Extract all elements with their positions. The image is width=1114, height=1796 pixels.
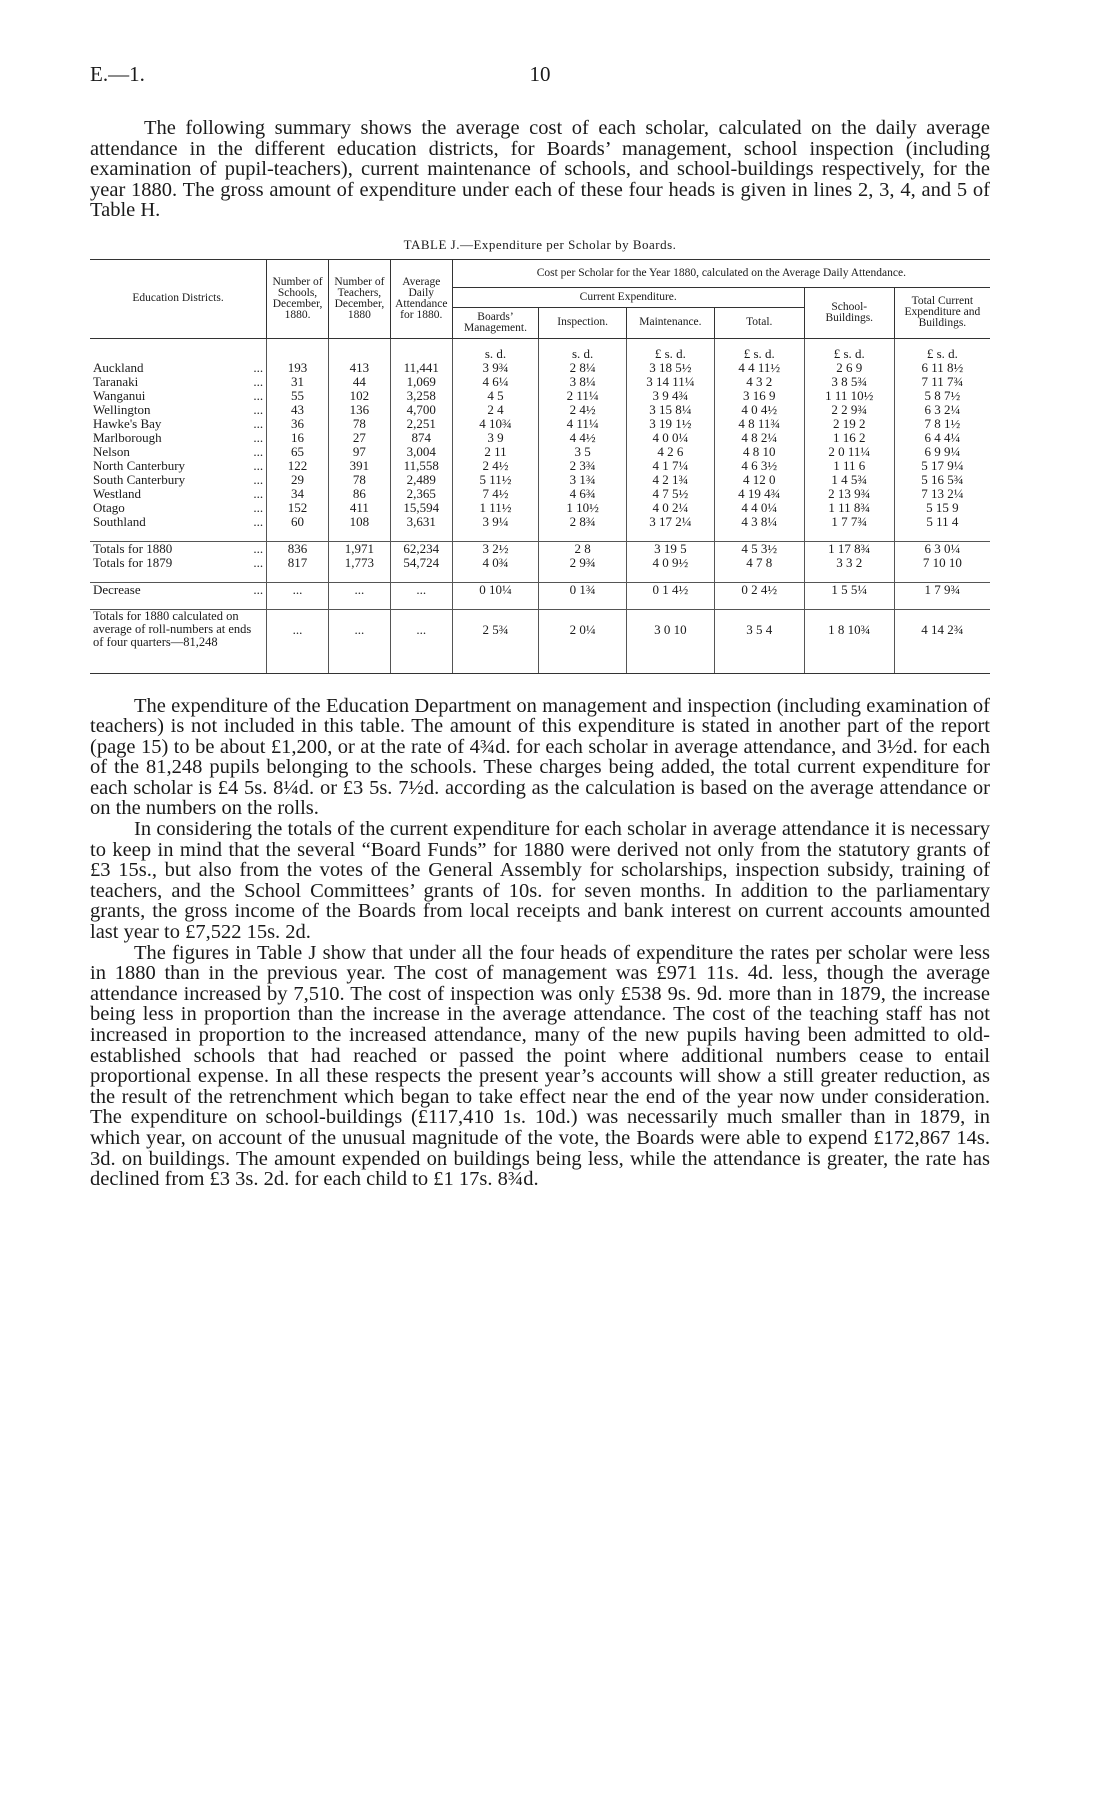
table-cell: 3 2½ xyxy=(452,541,539,556)
row-label: Marlborough xyxy=(93,429,162,445)
table-cell: 3 15 8¼ xyxy=(627,403,715,417)
table-cell: ... xyxy=(328,582,390,597)
table-cell: 54,724 xyxy=(390,556,452,570)
table-row xyxy=(90,361,990,375)
table-cell: 6 3 2¼ xyxy=(894,403,990,417)
leader-dots: ... xyxy=(253,581,264,597)
table-cell: ... xyxy=(390,609,452,649)
table-cell: 4 8 2¼ xyxy=(714,431,804,445)
table-cell: 836 xyxy=(267,541,329,556)
district-name xyxy=(90,431,267,445)
table-cell: 2,365 xyxy=(390,487,452,501)
district-name xyxy=(90,459,267,473)
table-cell: 4 10¾ xyxy=(452,417,539,431)
table-cell: 2,489 xyxy=(390,473,452,487)
district-name xyxy=(90,541,267,556)
table-cell: 2 6 9 xyxy=(804,361,894,375)
table-cell: 7 13 2¼ xyxy=(894,487,990,501)
district-name xyxy=(90,487,267,501)
table-cell: 1 11½ xyxy=(452,501,539,515)
table-cell: 1 11 8¾ xyxy=(804,501,894,515)
table-cell: 1 5 5¼ xyxy=(804,582,894,597)
leader-dots: ... xyxy=(253,373,264,389)
table-cell: 102 xyxy=(328,389,390,403)
col-districts: Education Districts. xyxy=(90,259,267,338)
paragraph: The figures in Table J show that under all the four heads of expenditure the rates per scholar were less in 1880 than in the previous year. The cost of management was £971 11s. 4d. less, though the average attendance increased by 7,510. The cost of inspection was only £538 9s. 9d. more than in 1879, the increase being less in proportion than the increase in the average attendance. The cost of the teaching staff has not increased in proportion to the increased attendance, many of the new pupils having been admitted to old-established schools that had reached or passed the point where additional numbers cease to entail proportional expense. In all these respects the present year’s accounts will show a still greater reduction, as the result of the retrenchment which began to take effect near the end of the year now under consideration. The expenditure on school-buildings (£117,410 1s. 10d.) was necessarily much smaller than in 1879, in which year, on account of the unusual magnitude of the vote, the Boards were able to expend £172,867 14s. 3d. on buildings. The amount expended on buildings being less, while the attendance is greater, the rate has declined from £3 3s. 2d. for each child to £1 17s. 8¾d. xyxy=(90,941,990,1191)
table-cell: 7 4½ xyxy=(452,487,539,501)
col-buildings: School-Buildings. xyxy=(804,287,894,338)
district-name xyxy=(90,375,267,389)
unit-cell: £ s. d. xyxy=(894,338,990,361)
district-name xyxy=(90,473,267,487)
table-cell: 1,069 xyxy=(390,375,452,389)
table-row xyxy=(90,389,990,403)
table-cell: 152 xyxy=(267,501,329,515)
col-boards: Boards’ Management. xyxy=(452,307,539,338)
row-label: Otago xyxy=(93,499,125,515)
leader-dots: ... xyxy=(253,457,264,473)
col-cost-group: Cost per Scholar for the Year 1880, calculated on the Average Daily Attendance. xyxy=(452,259,990,287)
table-row xyxy=(90,515,990,529)
table-cell: 3,004 xyxy=(390,445,452,459)
row-label: Totals for 1880 xyxy=(93,540,173,556)
table-cell: 3 8 5¾ xyxy=(804,375,894,389)
table-cell: 4 8 10 xyxy=(714,445,804,459)
table-cell: 1,773 xyxy=(328,556,390,570)
leader-dots: ... xyxy=(253,443,264,459)
leader-dots: ... xyxy=(253,401,264,417)
leader-dots: ... xyxy=(253,513,264,529)
col-maintenance: Maintenance. xyxy=(627,307,715,338)
row-label: Westland xyxy=(93,485,142,501)
table-cell: 3 5 4 xyxy=(714,609,804,649)
table-cell: 5 15 9 xyxy=(894,501,990,515)
table-cell: 4 4 11½ xyxy=(714,361,804,375)
table-cell: 4 7 5½ xyxy=(627,487,715,501)
table-cell: 3 9 xyxy=(452,431,539,445)
table-cell: 136 xyxy=(328,403,390,417)
table-cell: 34 xyxy=(267,487,329,501)
table-cell: 1 7 7¾ xyxy=(804,515,894,529)
table-cell: 3 3 2 xyxy=(804,556,894,570)
row-label: Decrease xyxy=(93,581,141,597)
table-cell: 0 2 4½ xyxy=(714,582,804,597)
table-cell: 55 xyxy=(267,389,329,403)
row-label: Nelson xyxy=(93,443,130,459)
table-cell: 817 xyxy=(267,556,329,570)
row-label: Taranaki xyxy=(93,373,139,389)
table-cell: 1 17 8¾ xyxy=(804,541,894,556)
page-header xyxy=(90,62,990,92)
table-cell: 2 5¾ xyxy=(452,609,539,649)
table-cell: 0 1 4½ xyxy=(627,582,715,597)
table-cell: 3 19 1½ xyxy=(627,417,715,431)
table-cell: 2 4½ xyxy=(539,403,627,417)
district-name xyxy=(90,417,267,431)
district-name xyxy=(90,582,267,597)
spacer-row xyxy=(90,529,990,542)
decrease-row xyxy=(90,582,990,597)
table-row xyxy=(90,445,990,459)
row-label: Southland xyxy=(93,513,146,529)
table-cell: 0 10¼ xyxy=(452,582,539,597)
col-schools: Number of Schools, December, 1880. xyxy=(267,259,329,338)
table-cell: 0 1¾ xyxy=(539,582,627,597)
table-cell: 3,258 xyxy=(390,389,452,403)
table-cell: 7 10 10 xyxy=(894,556,990,570)
leader-dots: ... xyxy=(253,429,264,445)
table-cell: 391 xyxy=(328,459,390,473)
table-cell: 2 8¼ xyxy=(539,361,627,375)
table-cell: 5 11 4 xyxy=(894,515,990,529)
col-teachers: Number of Teachers, December, 1880 xyxy=(328,259,390,338)
row-label: South Canterbury xyxy=(93,471,186,487)
table-cell: 2 8 xyxy=(539,541,627,556)
table-cell: 3 1¾ xyxy=(539,473,627,487)
table-cell: 3 16 9 xyxy=(714,389,804,403)
table-cell: 4 12 0 xyxy=(714,473,804,487)
table-cell: 1 16 2 xyxy=(804,431,894,445)
table-cell: 6 9 9¼ xyxy=(894,445,990,459)
district-rows xyxy=(90,361,990,529)
table-cell: 2 0¼ xyxy=(539,609,627,649)
units-row xyxy=(90,338,990,361)
table-cell: 4 5 3½ xyxy=(714,541,804,556)
table-cell: 4 11¼ xyxy=(539,417,627,431)
table-cell: 413 xyxy=(328,361,390,375)
col-total: Total. xyxy=(714,307,804,338)
table-cell: 36 xyxy=(267,417,329,431)
table-cell: 1 10½ xyxy=(539,501,627,515)
table-cell: 2 11 xyxy=(452,445,539,459)
table-cell: 2 4½ xyxy=(452,459,539,473)
district-name xyxy=(90,389,267,403)
row-label: Totals for 1880 calculated on average of roll-numbers at ends of four quarters—81,248 xyxy=(93,608,252,649)
table-cell: 3,631 xyxy=(390,515,452,529)
leader-dots: ... xyxy=(253,485,264,501)
table-cell: 4 0 9½ xyxy=(627,556,715,570)
table-cell: 108 xyxy=(328,515,390,529)
table-cell: 3 9¼ xyxy=(452,515,539,529)
table-cell: 60 xyxy=(267,515,329,529)
col-current-group: Current Expenditure. xyxy=(452,287,804,307)
district-name xyxy=(90,403,267,417)
paragraph: In considering the totals of the current expenditure for each scholar in average attendance it is necessary to keep in mind that the several “Board Funds” for 1880 were derived not only from the statutory grants of £3 15s., but also from the votes of the General Assembly for scholarships, inspection subsidy, training of teachers, and the School Committees’ grants of 10s. for seven months. In addition to the parliamentary grants, the gross income of the Boards from local receipts and bank interest on current accounts amounted last year to £7,522 15s. 2d. xyxy=(90,818,990,944)
row-label: Wellington xyxy=(93,401,151,417)
unit-cell: £ s. d. xyxy=(714,338,804,361)
table-cell: 2 19 2 xyxy=(804,417,894,431)
row-label: Wanganui xyxy=(93,387,146,403)
table-cell: 2 8¾ xyxy=(539,515,627,529)
table-cell: 3 9¾ xyxy=(452,361,539,375)
table-cell: 4 3 2 xyxy=(714,375,804,389)
table-cell: 4,700 xyxy=(390,403,452,417)
table-row xyxy=(90,487,990,501)
table-cell: 4 6¼ xyxy=(452,375,539,389)
leader-dots: ... xyxy=(253,471,264,487)
table-row xyxy=(90,417,990,431)
roll-numbers-row xyxy=(90,609,990,649)
report-reference: E.—1. xyxy=(90,62,145,86)
row-label: Auckland xyxy=(93,359,144,375)
table-cell: 4 0 2¼ xyxy=(627,501,715,515)
unit-cell: s. d. xyxy=(539,338,627,361)
table-cell: 4 6¾ xyxy=(539,487,627,501)
table-cell: 874 xyxy=(390,431,452,445)
table-row xyxy=(90,473,990,487)
table-cell: 11,558 xyxy=(390,459,452,473)
table-cell: 15,594 xyxy=(390,501,452,515)
district-name xyxy=(90,556,267,570)
table-cell: 4 8 11¾ xyxy=(714,417,804,431)
table-cell: 4 0¾ xyxy=(452,556,539,570)
table-caption: TABLE J.—Expenditure per Scholar by Boards. xyxy=(403,236,677,252)
table-cell: 4 4 0¼ xyxy=(714,501,804,515)
table-cell: 62,234 xyxy=(390,541,452,556)
table-cell: 2,251 xyxy=(390,417,452,431)
table-cell: 2 2 9¾ xyxy=(804,403,894,417)
table-cell: ... xyxy=(267,609,329,649)
district-name xyxy=(90,609,267,649)
district-name xyxy=(90,445,267,459)
table-cell: 29 xyxy=(267,473,329,487)
table-cell: ... xyxy=(328,609,390,649)
table-row xyxy=(90,459,990,473)
table-cell: 193 xyxy=(267,361,329,375)
table-cell: 4 2 1¾ xyxy=(627,473,715,487)
table-cell: 97 xyxy=(328,445,390,459)
table-cell: 1 7 9¾ xyxy=(894,582,990,597)
table-cell: 1 11 6 xyxy=(804,459,894,473)
col-inspection: Inspection. xyxy=(539,307,627,338)
spacer-row xyxy=(90,570,990,583)
table-cell: 4 3 8¼ xyxy=(714,515,804,529)
table-cell: 4 14 2¾ xyxy=(894,609,990,649)
leader-dots: ... xyxy=(253,499,264,515)
table-cell: 3 18 5½ xyxy=(627,361,715,375)
leader-dots: ... xyxy=(253,415,264,431)
unit-cell: £ s. d. xyxy=(804,338,894,361)
totals-rows xyxy=(90,529,990,674)
table-cell: 4 0 0¼ xyxy=(627,431,715,445)
table-cell: 44 xyxy=(328,375,390,389)
district-name xyxy=(90,361,267,375)
spacer-row xyxy=(90,597,990,610)
table-cell: 1 4 5¾ xyxy=(804,473,894,487)
table-cell: 4 5 xyxy=(452,389,539,403)
table-cell: 4 6 3½ xyxy=(714,459,804,473)
page-number: 10 xyxy=(529,62,551,86)
table-cell: 7 11 7¾ xyxy=(894,375,990,389)
table-cell: ... xyxy=(390,582,452,597)
table-cell: ... xyxy=(267,582,329,597)
totals-row xyxy=(90,556,990,570)
leader-dots: ... xyxy=(253,554,264,570)
row-label: North Canterbury xyxy=(93,457,186,473)
table-cell: 1 11 10½ xyxy=(804,389,894,403)
table-cell: 122 xyxy=(267,459,329,473)
table-cell: 86 xyxy=(328,487,390,501)
table-cell: 3 8¼ xyxy=(539,375,627,389)
table-cell: 3 17 2¼ xyxy=(627,515,715,529)
table-cell: 5 17 9¼ xyxy=(894,459,990,473)
table-cell: 65 xyxy=(267,445,329,459)
table-cell: 4 0 4½ xyxy=(714,403,804,417)
col-grand-total: Total Current Expenditure and Buildings. xyxy=(894,287,990,338)
page xyxy=(90,62,990,1190)
table-cell: 3 5 xyxy=(539,445,627,459)
district-name xyxy=(90,515,267,529)
unit-cell: £ s. d. xyxy=(627,338,715,361)
table-cell: 2 3¾ xyxy=(539,459,627,473)
table-cell: 4 4½ xyxy=(539,431,627,445)
table-cell: 3 9 4¾ xyxy=(627,389,715,403)
intro-paragraph: The following summary shows the average cost of each scholar, calculated on the daily average attendance in the different education districts, for Boards’ management, school inspection (including examination of pupil-teachers), current maintenance of schools, and school-buildings respectively, for the year 1880. The gross amount of expenditure under each of these four heads is given in lines 2, 3, 4, and 5 of Table H. xyxy=(90,117,990,221)
table-cell: 1 8 10¾ xyxy=(804,609,894,649)
district-name xyxy=(90,501,267,515)
totals-row xyxy=(90,541,990,556)
body-text xyxy=(90,696,990,1190)
table-cell: 4 1 7¼ xyxy=(627,459,715,473)
table-cell: 6 4 4¼ xyxy=(894,431,990,445)
table-row xyxy=(90,375,990,389)
table-cell: 4 19 4¾ xyxy=(714,487,804,501)
table-cell: 5 8 7½ xyxy=(894,389,990,403)
table-row xyxy=(90,403,990,417)
table-cell: 5 11½ xyxy=(452,473,539,487)
table-cell: 43 xyxy=(267,403,329,417)
table-cell: 3 14 11¼ xyxy=(627,375,715,389)
row-label: Hawke's Bay xyxy=(93,415,162,431)
table-cell: 4 7 8 xyxy=(714,556,804,570)
table-cell: 2 0 11¼ xyxy=(804,445,894,459)
leader-dots: ... xyxy=(253,540,264,556)
table-row xyxy=(90,501,990,515)
table-cell: 6 3 0¼ xyxy=(894,541,990,556)
table-cell: 3 0 10 xyxy=(627,609,715,649)
paragraph: The expenditure of the Education Department on management and inspection (including examination of teachers) is not included in this table. The amount of this expenditure is stated in another part of the report (page 15) to be about £1,200, or at the rate of 4¾d. for each scholar in average attendance, and 3½d. for each of the 81,248 pupils belonging to the schools. These charges being added, the total current expenditure for each scholar is £4 5s. 8¼d. or £3 5s. 7½d. according as the calculation is based on the average attendance or on the numbers on the rolls. xyxy=(90,694,990,820)
table-cell: 7 8 1½ xyxy=(894,417,990,431)
table-cell: 4 2 6 xyxy=(627,445,715,459)
table-cell: 2 11¼ xyxy=(539,389,627,403)
leader-dots: ... xyxy=(253,387,264,403)
table-cell: 3 19 5 xyxy=(627,541,715,556)
table-cell: 31 xyxy=(267,375,329,389)
table-cell: 5 16 5¾ xyxy=(894,473,990,487)
table-cell: 11,441 xyxy=(390,361,452,375)
spacer-row xyxy=(90,649,990,674)
table-cell: 6 11 8½ xyxy=(894,361,990,375)
table-cell: 2 13 9¾ xyxy=(804,487,894,501)
table-cell: 1,971 xyxy=(328,541,390,556)
table-cell: 16 xyxy=(267,431,329,445)
table-body xyxy=(90,338,990,361)
unit-cell: s. d. xyxy=(452,338,539,361)
table-cell: 2 4 xyxy=(452,403,539,417)
col-attendance: Average Daily Attendance for 1880. xyxy=(390,259,452,338)
table-head xyxy=(90,259,990,338)
table-cell: 27 xyxy=(328,431,390,445)
table-cell: 411 xyxy=(328,501,390,515)
row-label: Totals for 1879 xyxy=(93,554,173,570)
expenditure-table xyxy=(90,259,990,674)
table-row xyxy=(90,431,990,445)
table-cell: 2 9¾ xyxy=(539,556,627,570)
table-cell: 78 xyxy=(328,473,390,487)
leader-dots: ... xyxy=(253,359,264,375)
table-cell: 78 xyxy=(328,417,390,431)
